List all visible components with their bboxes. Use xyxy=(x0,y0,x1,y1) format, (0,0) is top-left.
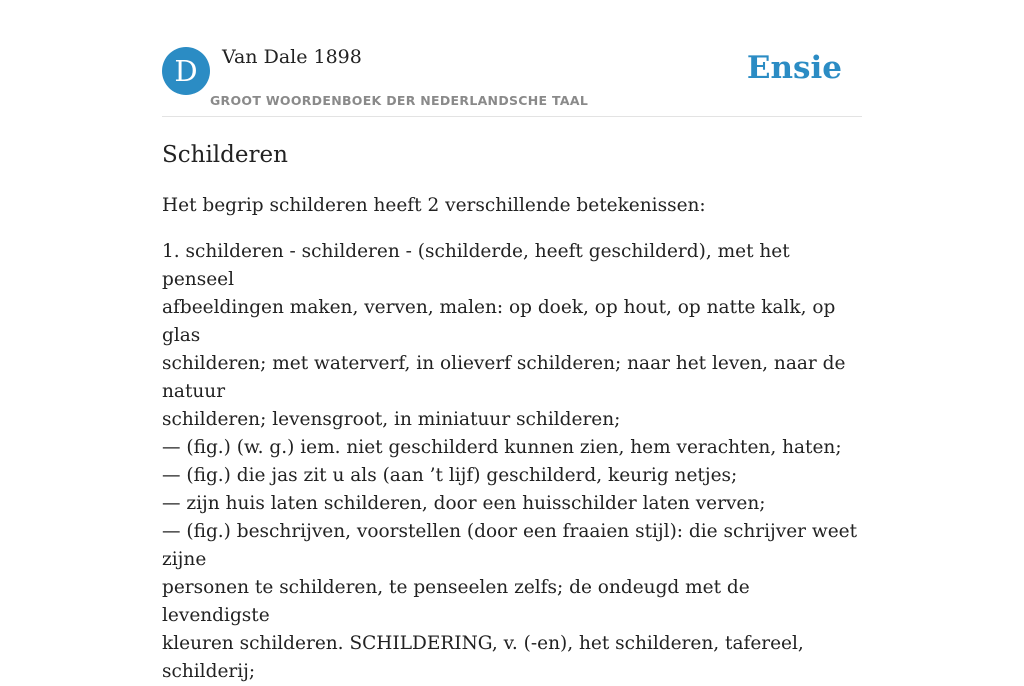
dictionary-title[interactable]: Van Dale 1898 xyxy=(222,46,362,68)
definition-line: — (fig.) beschrijven, voorstellen (door een fraaien stijl): die schrijver weet zijne xyxy=(162,521,858,570)
definition-line: 1. schilderen - schilderen - (schilderde, heeft geschilderd), met het penseel xyxy=(162,241,790,290)
definition-line: personen te schilderen, te penseelen zelfs; de ondeugd met de levendigste xyxy=(162,577,750,626)
entry-title: Schilderen xyxy=(162,142,288,168)
entry-content xyxy=(162,138,862,686)
definition-line: — zijn huis laten schilderen, door een huisschilder laten verven; xyxy=(162,493,766,514)
definition-line: kleuren schilderen. SCHILDERING, v. (-en), het schilderen, tafereel, schilderij; xyxy=(162,633,804,682)
dictionary-subtitle: GROOT WOORDENBOEK DER NEDERLANDSCHE TAAL xyxy=(210,93,589,108)
definition-line: schilderen; met waterverf, in olieverf schilderen; naar het leven, naar de natuur xyxy=(162,353,846,402)
definition-line: schilderen; levensgroot, in miniatuur schilderen; xyxy=(162,409,621,430)
dictionary-logo[interactable]: D xyxy=(162,47,210,95)
definition-line: — (fig.) die jas zit u als (aan ’t lijf) geschilderd, keurig netjes; xyxy=(162,465,738,486)
site-header xyxy=(162,0,862,117)
definition-line: afbeeldingen maken, verven, malen: op doek, op hout, op natte kalk, op glas xyxy=(162,297,836,346)
entry-intro: Het begrip schilderen heeft 2 verschillende betekenissen: xyxy=(162,195,706,216)
entry-definition xyxy=(162,238,862,686)
ensie-logo[interactable]: Ensie xyxy=(746,50,842,86)
definition-line: — (fig.) (w. g.) iem. niet geschilderd kunnen zien, hem verachten, haten; xyxy=(162,437,842,458)
